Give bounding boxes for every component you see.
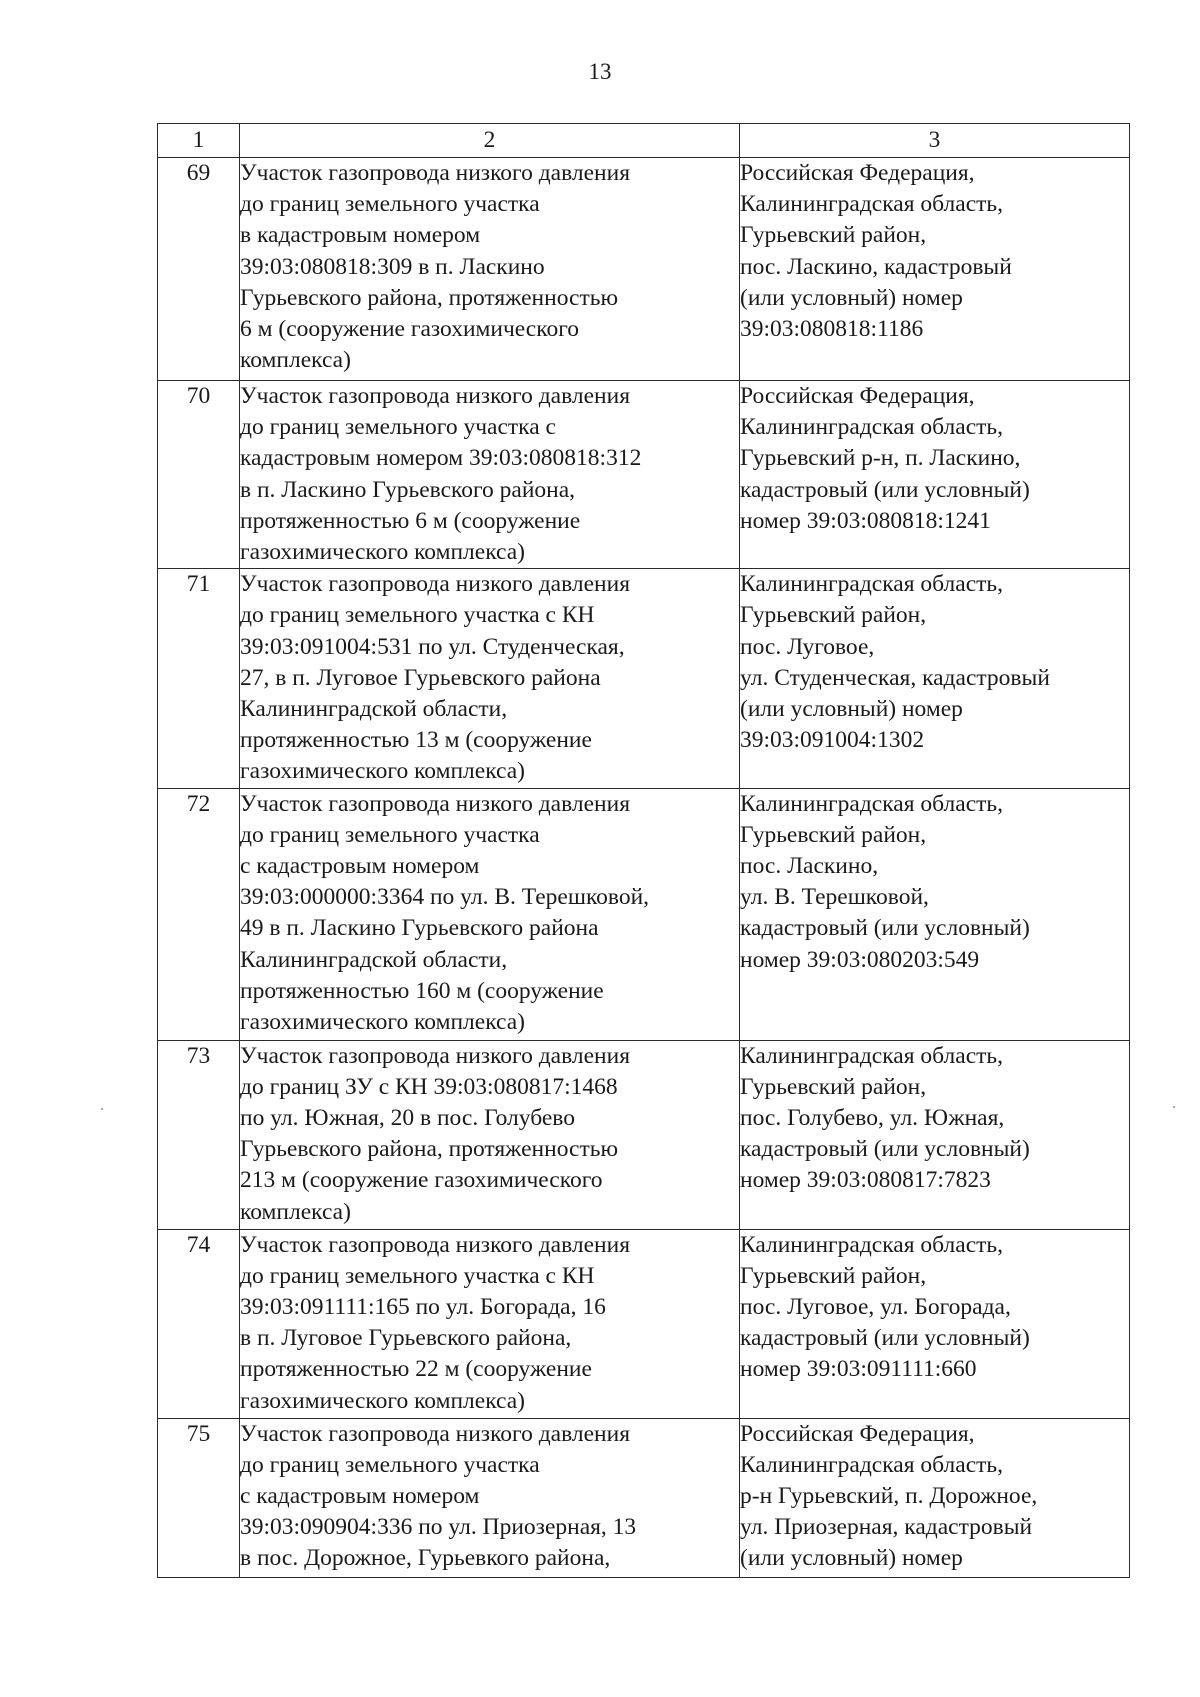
object-description: Участок газопровода низкого давления до границ земельного участка в кадастровым номером 39:03:080818:309 в п. Ласкино Гурьевского района, протяженностью 6 м (сооружение газохимического комплекса) [240, 158, 740, 381]
object-location: Российская Федерация, Калининградская область, Гурьевский р-н, п. Ласкино, кадастровый (или условный) номер 39:03:080818:1241 [740, 381, 1130, 569]
object-description: Участок газопровода низкого давления до границ земельного участка с КН 39:03:091111:165 по ул. Богорада, 16 в п. Луговое Гурьевского района, протяженностью 22 м (сооружение газохимического комплекса) [240, 1229, 740, 1418]
row-number: 71 [158, 569, 240, 788]
object-location: Калининградская область, Гурьевский район, пос. Ласкино, ул. В. Терешковой, кадастровый (или условный) номер 39:03:080203:549 [740, 788, 1130, 1040]
column-header-2: 2 [240, 124, 740, 158]
table-row [158, 788, 1130, 1040]
object-description: Участок газопровода низкого давления до границ ЗУ с КН 39:03:080817:1468 по ул. Южная, 20 в пос. Голубево Гурьевского района, протяженностью 213 м (сооружение газохимического комплекса) [240, 1040, 740, 1229]
scan-speck [101, 1108, 103, 1110]
row-number: 69 [158, 158, 240, 381]
table-header [158, 124, 1130, 158]
row-number: 73 [158, 1040, 240, 1229]
column-header-1: 1 [158, 124, 240, 158]
table-row [158, 158, 1130, 381]
table-row [158, 1418, 1130, 1577]
object-description: Участок газопровода низкого давления до границ земельного участка с кадастровым номером 39:03:090904:336 по ул. Приозерная, 13 в пос. Дорожное, Гурьевкого района, [240, 1418, 740, 1577]
object-description: Участок газопровода низкого давления до границ земельного участка с кадастровым номером 39:03:000000:3364 по ул. В. Терешковой, 49 в п. Ласкино Гурьевского района Калининградской области, протяженностью 160 м (сооружение газохимического комплекса) [240, 788, 740, 1040]
scan-speck [1173, 1106, 1175, 1108]
object-location: Российская Федерация, Калининградская область, Гурьевский район, пос. Ласкино, кадастровый (или условный) номер 39:03:080818:1186 [740, 158, 1130, 381]
table-row [158, 569, 1130, 788]
table-row [158, 381, 1130, 569]
row-number: 75 [158, 1418, 240, 1577]
object-location: Российская Федерация, Калининградская область, р-н Гурьевский, п. Дорожное, ул. Приозерная, кадастровый (или условный) номер [740, 1418, 1130, 1577]
object-description: Участок газопровода низкого давления до границ земельного участка с кадастровым номером 39:03:080818:312 в п. Ласкино Гурьевского района, протяженностью 6 м (сооружение газохимического комплекса) [240, 381, 740, 569]
table-row [158, 1229, 1130, 1418]
column-header-3: 3 [740, 124, 1130, 158]
table-row [158, 1040, 1130, 1229]
table-body [158, 158, 1130, 1578]
header-row [158, 124, 1130, 158]
object-location: Калининградская область, Гурьевский район, пос. Луговое, ул. Студенческая, кадастровый (или условный) номер 39:03:091004:1302 [740, 569, 1130, 788]
object-location: Калининградская область, Гурьевский район, пос. Голубево, ул. Южная, кадастровый (или условный) номер 39:03:080817:7823 [740, 1040, 1130, 1229]
row-number: 72 [158, 788, 240, 1040]
object-location: Калининградская область, Гурьевский район, пос. Луговое, ул. Богорада, кадастровый (или условный) номер 39:03:091111:660 [740, 1229, 1130, 1418]
row-number: 70 [158, 381, 240, 569]
page-number: 13 [588, 59, 612, 84]
registry-table [157, 123, 1130, 1578]
row-number: 74 [158, 1229, 240, 1418]
object-description: Участок газопровода низкого давления до границ земельного участка с КН 39:03:091004:531 по ул. Студенческая, 27, в п. Луговое Гурьевского района Калининградской области, протяженностью 13 м (сооружение газохимического комплекса) [240, 569, 740, 788]
